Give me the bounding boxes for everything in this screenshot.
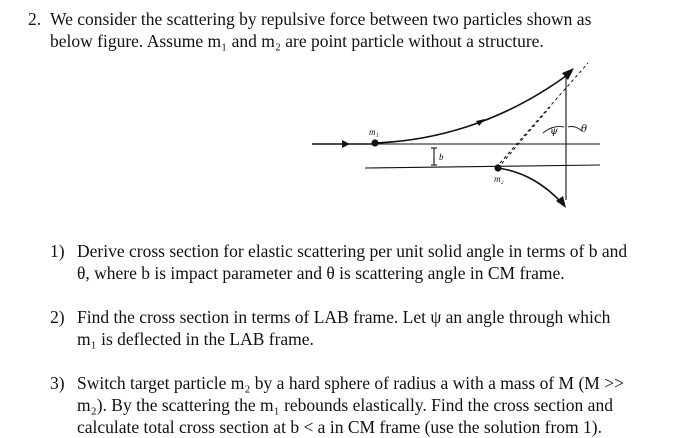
question-3-line-2: m₂). By the scattering the m₁ rebounds elastically. Find the cross section and: [77, 395, 613, 415]
question-3-text: [77, 372, 692, 438]
label-theta: θ: [581, 124, 588, 135]
question-2-text: [77, 306, 692, 350]
scattering-figure: [300, 55, 605, 215]
question-1-number: 1): [50, 241, 65, 261]
theta-angle-arc: [568, 127, 582, 132]
question-2-line-2: m₁ is deflected in the LAB frame.: [77, 329, 314, 349]
m2-axis-line: [365, 165, 600, 168]
question-1-text: [77, 240, 692, 284]
question-3-line-3: calculate total cross section at b < a in CM frame (use the solution from 1).: [77, 417, 602, 437]
label-m1: m₁: [369, 127, 379, 137]
m2-recoil-curve: [498, 168, 562, 203]
particle-m1: [371, 139, 378, 146]
incoming-arrow: [342, 140, 350, 148]
question-3-number: 3): [50, 373, 65, 393]
question-2-number: 2): [50, 307, 65, 327]
particle-m2: [494, 164, 501, 171]
question-2-line-1: Find the cross section in terms of LAB frame. Let ψ an angle through which: [77, 307, 611, 327]
label-m2: m₂: [494, 174, 504, 184]
label-psi: ψ: [550, 126, 558, 137]
problem-text: [50, 8, 680, 52]
label-b: b: [439, 152, 444, 162]
scattering-diagram: [300, 55, 605, 215]
question-3-line-1: Switch target particle m₂ by a hard sphere of radius a with a mass of M (M >>: [77, 373, 624, 393]
question-1-line-1: Derive cross section for elastic scattering per unit solid angle in terms of b and: [77, 241, 628, 261]
m1-trajectory-curve: [375, 73, 570, 143]
m1-curve-arrow: [476, 119, 485, 126]
problem-text-line-1: We consider the scattering by repulsive force between two particles shown as: [50, 9, 592, 29]
question-1-line-2: θ, where b is impact parameter and θ is scattering angle in CM frame.: [77, 263, 565, 283]
m2-direction-dashed: [498, 107, 550, 168]
problem-number: 2.: [28, 9, 42, 29]
m1-asymptote-dashed: [500, 63, 588, 163]
problem-text-line-2: below figure. Assume m₁ and m₂ are point particle without a structure.: [50, 31, 544, 51]
